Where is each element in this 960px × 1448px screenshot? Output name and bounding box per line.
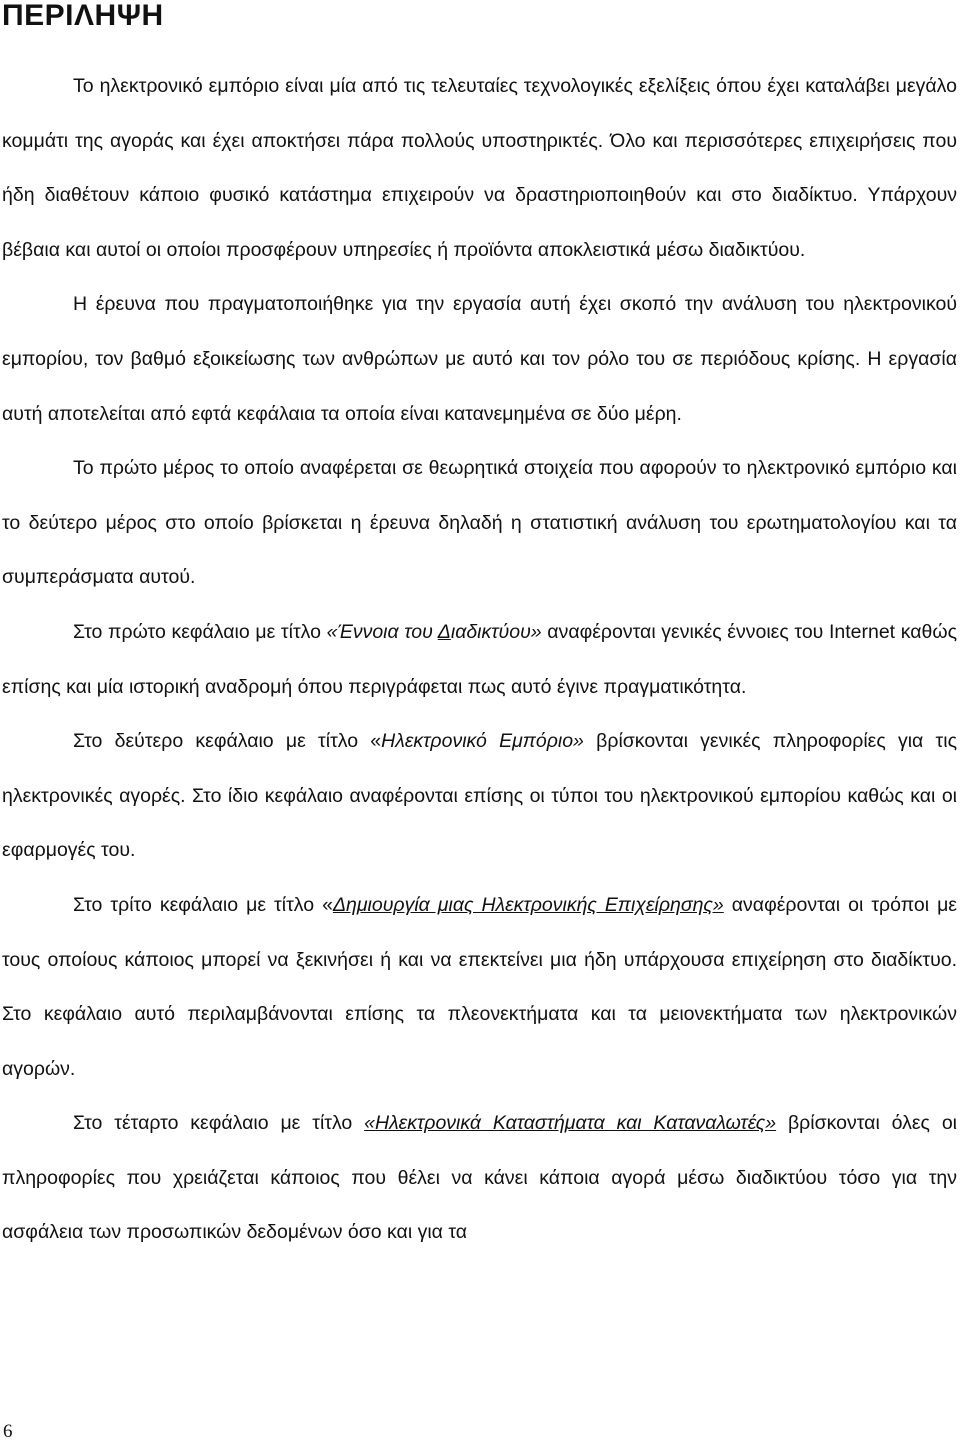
- chapter-2-intro-text: Στο δεύτερο κεφάλαιο με τίτλο «: [73, 730, 382, 753]
- paragraph-research: Η έρευνα που πραγματοποιήθηκε για την εργασία αυτή έχει σκοπό την ανάλυση του ηλεκτρονικού εμπορίου, τον βαθμό εξοικείωσης των ανθρώπων με αυτό και τον ρόλο του σε περιόδους κρίσης. Η εργασία αυτή αποτελείται από εφτά κεφάλαια τα οποία είναι κατανεμημένα σε δύο μέρη.: [2, 293, 957, 425]
- paragraph-chapter-4: [2, 1096, 957, 1260]
- chapter-4-description: βρίσκονται όλες οι πληροφορίες που χρειάζεται κάποιος που θέλει να κάνει κάποια αγορά μέσω διαδικτύου τόσο για την ασφάλεια των προσωπικών δεδομένων όσο και για τα: [2, 1112, 958, 1244]
- chapter-1-title-underlined: Δ: [437, 620, 451, 643]
- chapter-3-intro-text: Στο τρίτο κεφάλαιο με τίτλο «: [73, 893, 333, 916]
- chapter-1-title-open: «Έννοια του: [326, 620, 438, 643]
- chapter-4-title: «Ηλεκτρονικά Καταστήματα και Καταναλωτές»: [364, 1112, 777, 1135]
- paragraph-parts: Το πρώτο μέρος το οποίο αναφέρεται σε θεωρητικά στοιχεία που αφορούν το ηλεκτρονικό εμπόριο και το δεύτερο μέρος στο οποίο βρίσκεται η έρευνα δηλαδή η στατιστική ανάλυση του ερωτηματολογίου και τα συμπεράσματα αυτού.: [2, 457, 957, 589]
- paragraph-chapter-2: [2, 714, 957, 878]
- chapter-1-title-rest: ιαδικτύου»: [450, 620, 542, 643]
- chapter-1-description: αναφέρονται γενικές έννοιες του Internet καθώς επίσης και μία ιστορική αναδρομή όπου περιγράφεται πως αυτό έγινε πραγματικότητα.: [2, 620, 957, 698]
- chapter-2-title: Ηλεκτρονικό Εμπόριο»: [381, 730, 584, 753]
- paragraph-chapter-3: [2, 878, 957, 1096]
- paragraph-intro: Το ηλεκτρονικό εμπόριο είναι μία από τις τελευταίες τεχνολογικές εξελίξεις όπου έχει καταλάβει μεγάλο κομμάτι της αγοράς και έχει αποκτήσει πάρα πολλούς υποστηρικτές. Όλο και περισσότερες επιχειρήσεις που ήδη διαθέτουν κάποιο φυσικό κατάστημα επιχειρούν να δραστηριοποιηθούν και στο διαδίκτυο. Υπάρχουν βέβαια και αυτοί οι οποίοι προσφέρουν υπηρεσίες ή προϊόντα αποκλειστικά μέσω διαδικτύου.: [2, 75, 957, 261]
- chapter-2-description: βρίσκονται γενικές πληροφορίες για τις ηλεκτρονικές αγορές. Στο ίδιο κεφάλαιο αναφέρονται επίσης οι τύποι του ηλεκτρονικού εμπορίου καθώς και οι εφαρμογές του.: [2, 730, 957, 862]
- chapter-4-intro-text: Στο τέταρτο κεφάλαιο με τίτλο: [73, 1112, 365, 1135]
- chapter-1-intro-text: Στο πρώτο κεφάλαιο με τίτλο: [73, 620, 327, 643]
- body-text: [2, 59, 957, 1260]
- chapter-3-title: Δημιουργία μιας Ηλεκτρονικής Επιχείρησης»: [332, 893, 724, 916]
- page-number: 6: [3, 1421, 13, 1442]
- chapter-3-description: αναφέρονται οι τρόποι με τους οποίους κάποιος μπορεί να ξεκινήσει ή και να επεκτείνει μια ήδη υπάρχουσα επιχείρηση στο διαδίκτυο. Στο κεφάλαιο αυτό περιλαμβάνονται επίσης τα πλεονεκτήματα και τα μειονεκτήματα των ηλεκτρονικών αγορών.: [2, 893, 957, 1080]
- page-heading: ΠΕΡΙΛΗΨΗ: [2, 0, 164, 32]
- chapter-1-title: [327, 621, 542, 643]
- paragraph-chapter-1: [2, 605, 957, 714]
